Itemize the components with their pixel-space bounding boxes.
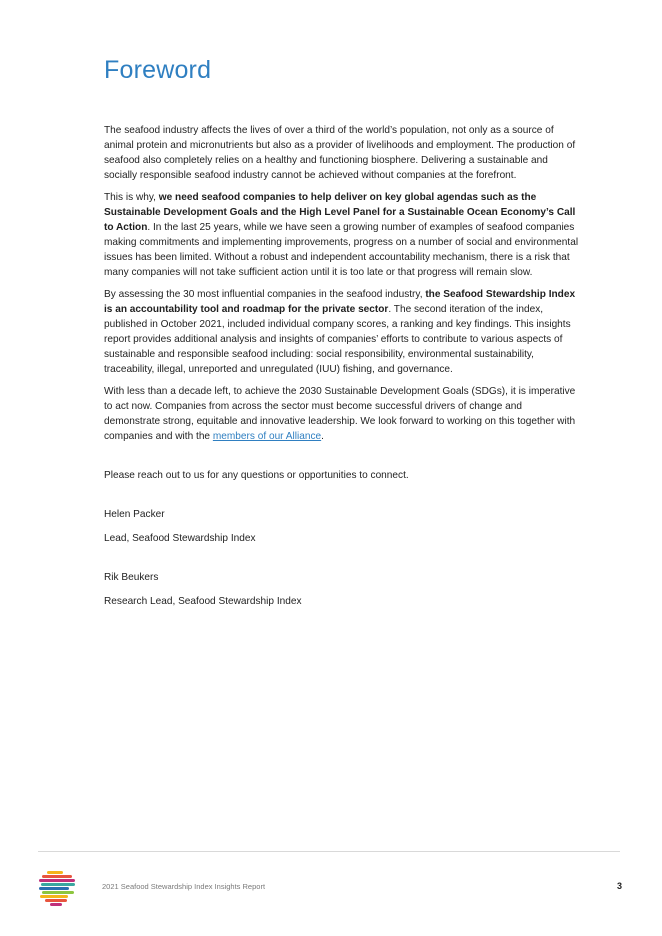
paragraph-2-lead: This is why, xyxy=(104,192,159,203)
paragraph-2-emphasis: we need seafood companies to help deliver on key global agendas such as the Sustainable Development Goals and the High Level Panel for a Sustainable Ocean Economy’s Call to Action xyxy=(104,192,576,233)
stacked-stripes-logo-icon xyxy=(38,868,78,908)
paragraph-2 xyxy=(104,190,580,280)
paragraph-4 xyxy=(104,384,580,444)
page-number: 3 xyxy=(616,881,622,891)
signatory-role: Lead, Seafood Stewardship Index xyxy=(104,533,256,544)
paragraph-4-lead: With less than a decade left, to achieve the 2030 Sustainable Development Goals (SDGs), it is imperative to act now. Companies from across the sector must become successful drivers of change and demonstrate strong, equitable and innovative leadership. We look forward to working on this together with companies and with the xyxy=(104,386,576,442)
footer-report-title: 2021 Seafood Stewardship Index Insights Report xyxy=(102,882,266,891)
paragraph-4-end: . xyxy=(321,431,324,442)
paragraph-3 xyxy=(104,287,580,377)
paragraph-2-rest: . In the last 25 years, while we have seen a growing number of examples of seafood companies making commitments and implementing improvements, progress on a number of social and environmental issues has been limited. Without a robust and independent accountability mechanism, there is a risk that many companies will not take sufficient action until it is too late or that progress will remain slow. xyxy=(104,222,579,278)
footer-divider xyxy=(38,851,620,852)
paragraph-3-rest: . The second iteration of the index, published in October 2021, included individual company scores, a ranking and key findings. This insights report provides additional analysis and insights of companies’ efforts to contribute to various aspects of sustainable and responsible seafood including: social responsibility, environmental sustainability, traceability, illegal, unreported and unregulated (IUU) fishing, and governance. xyxy=(104,304,571,375)
foreword-body xyxy=(104,123,580,616)
page-title: Foreword xyxy=(104,56,212,84)
paragraph-3-lead: By assessing the 30 most influential companies in the seafood industry, xyxy=(104,289,426,300)
paragraph-1: The seafood industry affects the lives of over a third of the world’s population, not only as a source of animal protein and micronutrients but also as a provider of livelihoods and employment. The production of seafood also completely relies on a healthy and functioning biosphere. Delivering a sustainable and socially responsible seafood industry cannot be achieved without companies at the forefront. xyxy=(104,125,576,181)
signatory-name: Helen Packer xyxy=(104,509,165,520)
contact-invitation: Please reach out to us for any questions or opportunities to connect. xyxy=(104,470,409,481)
signatory-name: Rik Beukers xyxy=(104,572,159,583)
signatory-role: Research Lead, Seafood Stewardship Index xyxy=(104,596,302,607)
alliance-members-link[interactable]: members of our Alliance xyxy=(212,431,322,442)
paragraph-3-emphasis: the Seafood Stewardship Index is an accountability tool and roadmap for the private sector xyxy=(104,289,576,315)
